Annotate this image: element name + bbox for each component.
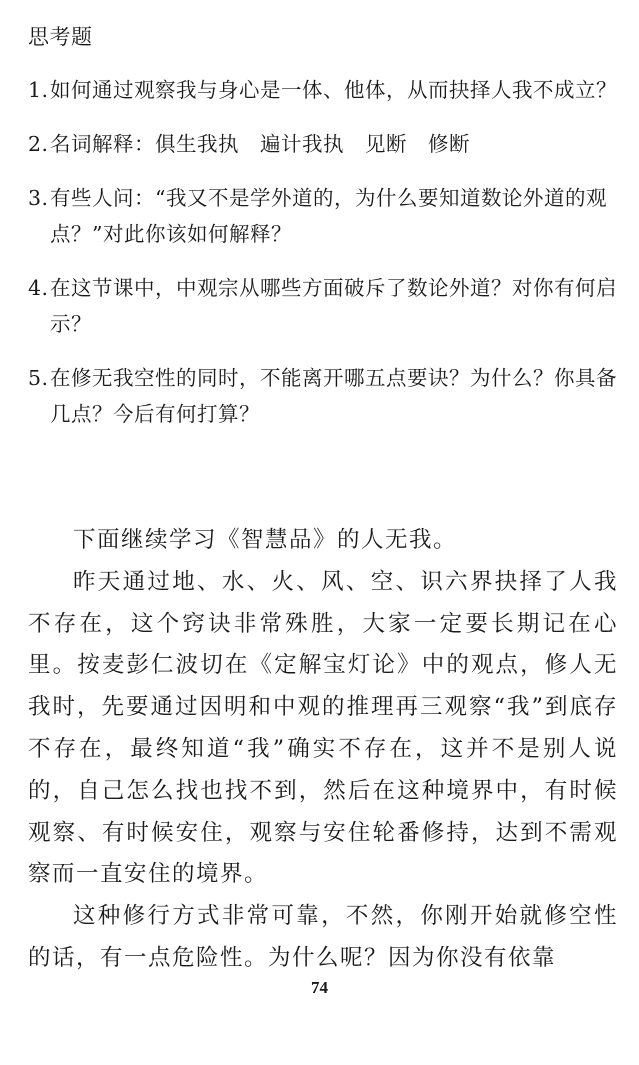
question-item (28, 72, 618, 108)
question-number: 3. (28, 186, 49, 210)
question-text: 在这节课中，中观宗从哪些方面破斥了数论外道？对你有何启示？ (50, 276, 617, 336)
question-number: 2. (28, 132, 49, 156)
body-paragraph: 这种修行方式非常可靠，不然，你刚开始就修空性的话，有一点危险性。为什么呢？因为你没有依靠 (28, 903, 618, 971)
section-heading: 思考题 (28, 25, 93, 49)
body-paragraph: 下面继续学习《智慧品》的人无我。 (73, 527, 458, 553)
question-number: 1. (28, 78, 49, 102)
question-text: 名词解释：俱生我执 遍计我执 见断 修断 (50, 132, 470, 156)
question-list (28, 72, 618, 450)
body-text (28, 520, 618, 980)
question-text: 在修无我空性的同时，不能离开哪五点要诀？为什么？你具备几点？今后有何打算？ (50, 366, 617, 426)
question-number: 4. (28, 276, 49, 300)
question-item (28, 360, 618, 432)
body-paragraph: 昨天通过地、水、火、风、空、识六界抉择了人我不存在，这个窍诀非常殊胜，大家一定要长期记在心里。按麦彭仁波切在《定解宝灯论》中的观点，修人无我时，先要通过因明和中观的推理再三观察“我”到底存不存在，最终知道“我”确实不存在，这并不是别人说的，自己怎么找也找不到，然后在这种境界中，有时候观察、有时候安住，观察与安住轮番修持，达到不需观察而一直安住的境界。 (28, 568, 618, 888)
page-number: 74 (311, 978, 328, 997)
question-text: 如何通过观察我与身心是一体、他体，从而抉择人我不成立？ (50, 78, 617, 102)
question-item (28, 270, 618, 342)
question-text: 有些人问：“我又不是学外道的，为什么要知道数论外道的观点？”对此你该如何解释？ (50, 186, 607, 246)
question-item (28, 126, 618, 162)
question-item (28, 180, 618, 252)
question-number: 5. (28, 366, 49, 390)
